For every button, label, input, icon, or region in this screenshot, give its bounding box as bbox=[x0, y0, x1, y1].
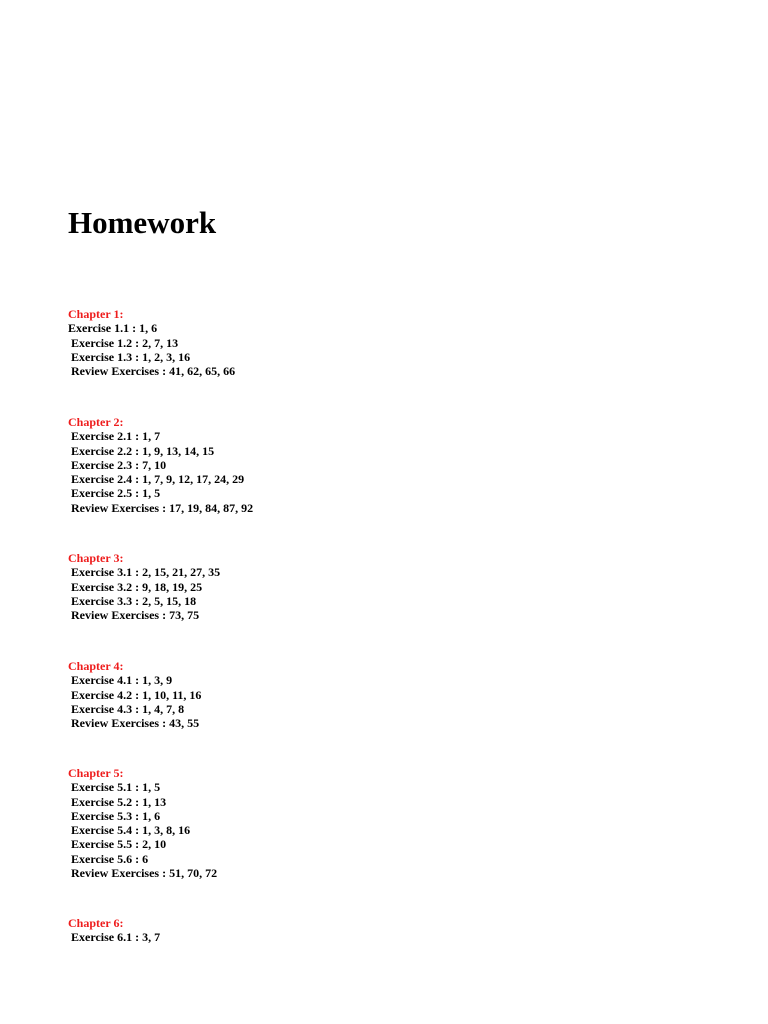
exercise-line: Exercise 5.5 : 2, 10 bbox=[71, 837, 167, 852]
chapter-3-section bbox=[68, 551, 220, 622]
exercise-line: Review Exercises : 43, 55 bbox=[71, 716, 200, 731]
exercise-line: Exercise 1.2 : 2, 7, 13 bbox=[71, 335, 179, 350]
exercise-line: Exercise 5.1 : 1, 5 bbox=[71, 780, 161, 795]
exercise-line: Exercise 1.3 : 1, 2, 3, 16 bbox=[71, 349, 191, 364]
chapter-heading: Chapter 5: bbox=[68, 766, 124, 780]
exercise-line: Exercise 3.1 : 2, 15, 21, 27, 35 bbox=[71, 565, 221, 580]
chapter-6-section bbox=[68, 916, 160, 945]
exercise-line: Exercise 5.2 : 1, 13 bbox=[71, 794, 167, 809]
exercise-line: Exercise 2.4 : 1, 7, 9, 12, 17, 24, 29 bbox=[71, 472, 245, 487]
exercise-line: Review Exercises : 51, 70, 72 bbox=[71, 866, 218, 881]
page-title: Homework bbox=[68, 205, 217, 240]
exercise-line: Exercise 5.6 : 6 bbox=[71, 851, 149, 866]
exercise-line: Exercise 2.3 : 7, 10 bbox=[71, 457, 167, 472]
exercise-line: Review Exercises : 17, 19, 84, 87, 92 bbox=[71, 500, 254, 515]
exercise-line: Exercise 3.2 : 9, 18, 19, 25 bbox=[71, 579, 203, 594]
exercise-line: Exercise 4.2 : 1, 10, 11, 16 bbox=[71, 687, 202, 702]
exercise-line: Exercise 4.1 : 1, 3, 9 bbox=[71, 673, 173, 688]
chapter-heading: Chapter 3: bbox=[68, 551, 124, 565]
chapter-heading: Chapter 6: bbox=[68, 916, 124, 930]
exercise-line: Exercise 2.2 : 1, 9, 13, 14, 15 bbox=[71, 443, 215, 458]
chapter-heading: Chapter 4: bbox=[68, 659, 124, 673]
exercise-line: Exercise 5.3 : 1, 6 bbox=[71, 808, 161, 823]
chapter-heading: Chapter 1: bbox=[68, 307, 124, 321]
exercise-line: Exercise 6.1 : 3, 7 bbox=[71, 930, 161, 945]
exercise-line: Exercise 3.3 : 2, 5, 15, 18 bbox=[71, 593, 197, 608]
chapter-heading: Chapter 2: bbox=[68, 415, 124, 429]
exercise-line: Exercise 5.4 : 1, 3, 8, 16 bbox=[71, 823, 191, 838]
exercise-line: Exercise 2.1 : 1, 7 bbox=[71, 429, 161, 444]
chapter-2-section bbox=[68, 415, 253, 515]
exercise-line: Exercise 4.3 : 1, 4, 7, 8 bbox=[71, 701, 185, 716]
chapter-5-section bbox=[68, 766, 217, 880]
exercise-line: Review Exercises : 73, 75 bbox=[71, 608, 200, 623]
chapter-4-section bbox=[68, 659, 201, 730]
exercise-line: Exercise 1.1 : 1, 6 bbox=[68, 321, 158, 336]
exercise-line: Exercise 2.5 : 1, 5 bbox=[71, 486, 161, 501]
chapter-1-section bbox=[68, 307, 235, 378]
exercise-line: Review Exercises : 41, 62, 65, 66 bbox=[71, 364, 236, 379]
